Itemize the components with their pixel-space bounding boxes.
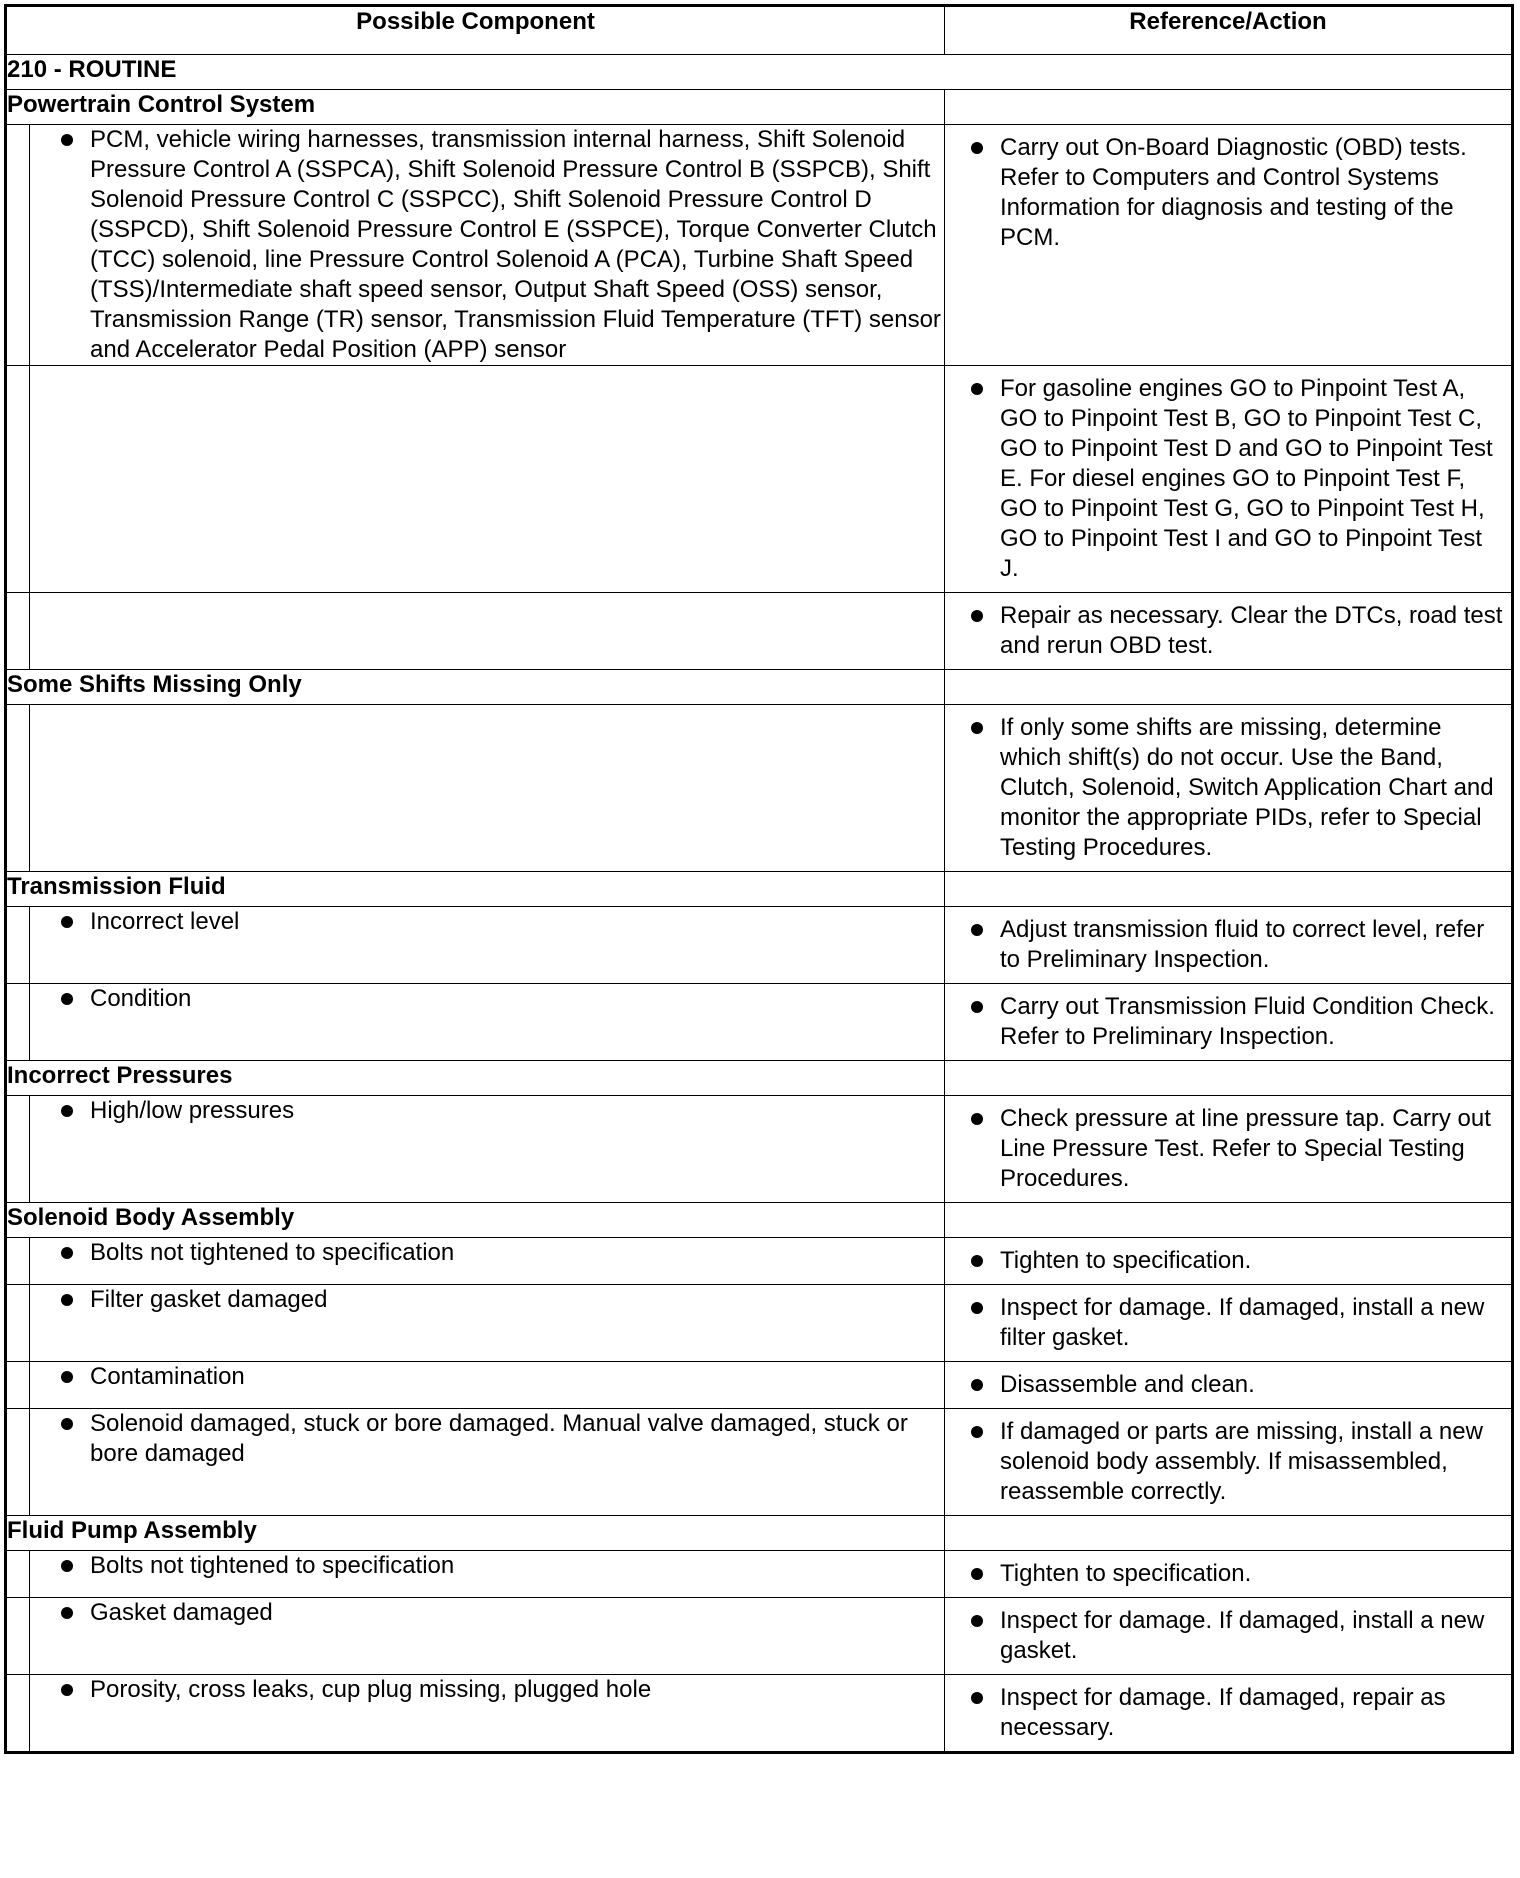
header-row xyxy=(6,6,1513,55)
bullet-icon xyxy=(61,1560,73,1572)
action-text: For gasoline engines GO to Pinpoint Test A, GO to Pinpoint Test B, GO to Pinpoint Test C, GO to Pinpoint Test D and GO to Pinpoint Test E. For diesel engines GO to Pinpoint Test F, GO to Pinpoint Test G, GO to Pinpoint Test H, GO to Pinpoint Test I and GO to Pinpoint Test J. xyxy=(1000,375,1493,582)
component-item xyxy=(30,125,944,365)
section-row xyxy=(6,872,1513,907)
reference-cell xyxy=(945,1675,1513,1753)
row-indent xyxy=(6,366,30,593)
table-row xyxy=(6,1598,1513,1675)
table-row xyxy=(6,984,1513,1061)
component-cell xyxy=(30,366,945,593)
bullet-icon xyxy=(61,916,73,928)
component-cell xyxy=(30,1238,945,1285)
bullet-icon xyxy=(971,142,983,154)
section-reference-empty xyxy=(945,1061,1513,1096)
bullet-icon xyxy=(971,610,983,622)
action-item xyxy=(945,1293,1505,1353)
bullet-icon xyxy=(971,1302,983,1314)
component-item xyxy=(30,907,944,937)
reference-cell xyxy=(945,1096,1513,1203)
column-header-component: Possible Component xyxy=(6,6,945,55)
table-row xyxy=(6,1238,1513,1285)
component-text: Solenoid damaged, stuck or bore damaged. Manual valve damaged, stuck or bore damaged xyxy=(90,1410,908,1467)
table-row xyxy=(6,593,1513,670)
action-text: Tighten to specification. xyxy=(1000,1560,1252,1587)
table-row xyxy=(6,1096,1513,1203)
component-text: Bolts not tightened to specification xyxy=(90,1552,455,1579)
component-item xyxy=(30,1675,944,1705)
action-text: Adjust transmission fluid to correct level, refer to Preliminary Inspection. xyxy=(1000,916,1485,973)
column-header-reference: Reference/Action xyxy=(945,6,1513,55)
action-text: Carry out Transmission Fluid Condition Check. Refer to Preliminary Inspection. xyxy=(1000,993,1495,1050)
section-title: Incorrect Pressures xyxy=(6,1061,945,1096)
row-indent xyxy=(6,1409,30,1516)
action-item xyxy=(945,1559,1505,1589)
reference-cell xyxy=(945,1285,1513,1362)
row-indent xyxy=(6,1285,30,1362)
reference-cell xyxy=(945,593,1513,670)
bullet-icon xyxy=(61,1418,73,1430)
bullet-icon xyxy=(971,1113,983,1125)
bullet-icon xyxy=(971,1568,983,1580)
component-text: Gasket damaged xyxy=(90,1599,273,1626)
reference-cell xyxy=(945,125,1513,366)
component-cell xyxy=(30,125,945,366)
component-item xyxy=(30,1285,944,1315)
bullet-icon xyxy=(61,1294,73,1306)
action-item xyxy=(945,601,1505,661)
table-row xyxy=(6,125,1513,366)
component-cell xyxy=(30,1675,945,1753)
component-cell xyxy=(30,593,945,670)
bullet-icon xyxy=(971,1426,983,1438)
reference-cell xyxy=(945,1551,1513,1598)
row-indent xyxy=(6,593,30,670)
component-cell xyxy=(30,1362,945,1409)
bullet-icon xyxy=(61,134,73,146)
bullet-icon xyxy=(971,924,983,936)
action-text: Carry out On-Board Diagnostic (OBD) tests. Refer to Computers and Control Systems Information for diagnosis and testing of the PCM. xyxy=(1000,134,1467,251)
component-cell xyxy=(30,1409,945,1516)
reference-cell xyxy=(945,1598,1513,1675)
action-item xyxy=(945,713,1505,863)
component-item xyxy=(30,984,944,1014)
reference-cell xyxy=(945,366,1513,593)
table-row xyxy=(6,366,1513,593)
action-item xyxy=(945,915,1505,975)
component-item xyxy=(30,1362,944,1392)
action-text: Repair as necessary. Clear the DTCs, road test and rerun OBD test. xyxy=(1000,602,1503,659)
bullet-icon xyxy=(61,993,73,1005)
action-text: Inspect for damage. If damaged, install a new gasket. xyxy=(1000,1607,1485,1664)
component-cell xyxy=(30,1551,945,1598)
routine-title: 210 - ROUTINE xyxy=(6,55,1513,90)
action-text: If damaged or parts are missing, install a new solenoid body assembly. If misassembled, reassemble correctly. xyxy=(1000,1418,1483,1505)
row-indent xyxy=(6,125,30,366)
component-text: Porosity, cross leaks, cup plug missing, plugged hole xyxy=(90,1676,652,1703)
action-item xyxy=(945,1606,1505,1666)
component-cell xyxy=(30,907,945,984)
section-reference-empty xyxy=(945,872,1513,907)
bullet-icon xyxy=(61,1105,73,1117)
row-indent xyxy=(6,1675,30,1753)
bullet-icon xyxy=(61,1247,73,1259)
component-text: Condition xyxy=(90,985,192,1012)
reference-cell xyxy=(945,907,1513,984)
row-indent xyxy=(6,1238,30,1285)
bullet-icon xyxy=(971,1615,983,1627)
row-indent xyxy=(6,984,30,1061)
row-indent xyxy=(6,1551,30,1598)
title-row xyxy=(6,55,1513,90)
component-item xyxy=(30,1409,944,1469)
action-text: If only some shifts are missing, determine which shift(s) do not occur. Use the Band, Clutch, Solenoid, Switch Application Chart and monitor the appropriate PIDs, refer to Special Testing Procedures. xyxy=(1000,714,1494,861)
component-text: Bolts not tightened to specification xyxy=(90,1239,455,1266)
section-row xyxy=(6,670,1513,705)
bullet-icon xyxy=(971,722,983,734)
section-row xyxy=(6,90,1513,125)
action-text: Disassemble and clean. xyxy=(1000,1371,1255,1398)
bullet-icon xyxy=(971,383,983,395)
component-item xyxy=(30,1096,944,1126)
bullet-icon xyxy=(61,1371,73,1383)
component-item xyxy=(30,1598,944,1628)
action-item xyxy=(945,1683,1505,1743)
component-text: PCM, vehicle wiring harnesses, transmission internal harness, Shift Solenoid Pressure Control A (SSPCA), Shift Solenoid Pressure Control B (SSPCB), Shift Solenoid Pressure Control C (SSPCC), Shift Solenoid Pressure Control D (SSPCD), Shift Solenoid Pressure Control E (SSPCE), Torque Converter Clutch (TCC) solenoid, line Pressure Control Solenoid A (PCA), Turbine Shaft Speed (TSS)/Intermediate shaft speed sensor, Output Shaft Speed (OSS) sensor, Transmission Range (TR) sensor, Transmission Fluid Temperature (TFT) sensor and Accelerator Pedal Position (APP) sensor xyxy=(90,126,941,363)
action-item xyxy=(945,992,1505,1052)
section-reference-empty xyxy=(945,90,1513,125)
diagnosis-table xyxy=(4,4,1514,1754)
section-title: Transmission Fluid xyxy=(6,872,945,907)
table-row xyxy=(6,1551,1513,1598)
component-text: Filter gasket damaged xyxy=(90,1286,328,1313)
section-reference-empty xyxy=(945,1203,1513,1238)
component-text: Incorrect level xyxy=(90,908,240,935)
bullet-icon xyxy=(61,1684,73,1696)
action-item xyxy=(945,1104,1505,1194)
component-text: High/low pressures xyxy=(90,1097,295,1124)
row-indent xyxy=(6,705,30,872)
action-text: Inspect for damage. If damaged, repair as necessary. xyxy=(1000,1684,1446,1741)
section-row xyxy=(6,1203,1513,1238)
row-indent xyxy=(6,907,30,984)
row-indent xyxy=(6,1598,30,1675)
table-body xyxy=(6,55,1513,1753)
component-text: Contamination xyxy=(90,1363,245,1390)
reference-cell xyxy=(945,1409,1513,1516)
reference-cell xyxy=(945,1362,1513,1409)
row-indent xyxy=(6,1096,30,1203)
bullet-icon xyxy=(971,1379,983,1391)
section-title: Some Shifts Missing Only xyxy=(6,670,945,705)
section-reference-empty xyxy=(945,670,1513,705)
table-row xyxy=(6,1675,1513,1753)
diagnosis-table-page xyxy=(4,4,1511,1871)
action-item xyxy=(945,374,1505,584)
bullet-icon xyxy=(971,1001,983,1013)
component-cell xyxy=(30,1598,945,1675)
bullet-icon xyxy=(61,1607,73,1619)
action-item xyxy=(945,1370,1505,1400)
table-row xyxy=(6,907,1513,984)
bullet-icon xyxy=(971,1255,983,1267)
component-cell xyxy=(30,1285,945,1362)
reference-cell xyxy=(945,984,1513,1061)
row-indent xyxy=(6,1362,30,1409)
component-cell xyxy=(30,984,945,1061)
component-item xyxy=(30,1238,944,1268)
action-item xyxy=(945,1246,1505,1276)
reference-cell xyxy=(945,1238,1513,1285)
section-reference-empty xyxy=(945,1516,1513,1551)
action-text: Inspect for damage. If damaged, install a new filter gasket. xyxy=(1000,1294,1485,1351)
reference-cell xyxy=(945,705,1513,872)
action-text: Check pressure at line pressure tap. Carry out Line Pressure Test. Refer to Special Testing Procedures. xyxy=(1000,1105,1491,1192)
section-title: Solenoid Body Assembly xyxy=(6,1203,945,1238)
action-item xyxy=(945,133,1505,253)
table-row xyxy=(6,705,1513,872)
action-text: Tighten to specification. xyxy=(1000,1247,1252,1274)
bullet-icon xyxy=(971,1692,983,1704)
component-item xyxy=(30,1551,944,1581)
table-row xyxy=(6,1362,1513,1409)
action-item xyxy=(945,1417,1505,1507)
section-title: Fluid Pump Assembly xyxy=(6,1516,945,1551)
component-cell xyxy=(30,1096,945,1203)
table-row xyxy=(6,1285,1513,1362)
section-row xyxy=(6,1516,1513,1551)
section-title: Powertrain Control System xyxy=(6,90,945,125)
section-row xyxy=(6,1061,1513,1096)
table-row xyxy=(6,1409,1513,1516)
component-cell xyxy=(30,705,945,872)
